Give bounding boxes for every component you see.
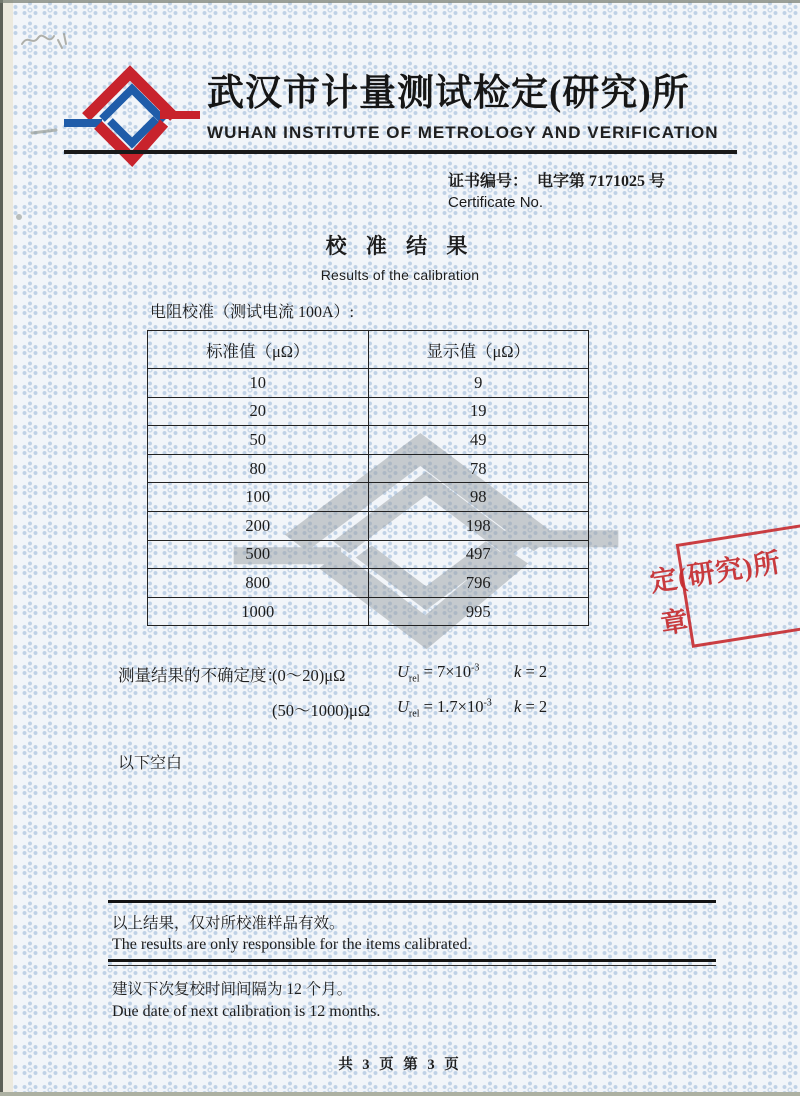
document-title-block bbox=[0, 230, 800, 283]
uncertainty-range-2: (50～1000)μΩ bbox=[272, 701, 371, 720]
document-title-cn: 校 准 结 果 bbox=[325, 234, 475, 258]
table-cell: 20 bbox=[148, 397, 369, 426]
blank-below-note: 以下空白 bbox=[118, 755, 183, 772]
scan-edge-left bbox=[0, 0, 13, 1096]
footer-divider-bottom bbox=[108, 959, 716, 966]
seal-text-line2: 章 bbox=[658, 605, 691, 640]
due-date-statement-en: Due date of next calibration is 12 months. bbox=[112, 1003, 381, 1020]
calibration-table bbox=[147, 330, 589, 626]
section-label: 电阻校准（测试电流 100A）: bbox=[150, 304, 355, 321]
official-seal-stamp bbox=[639, 517, 800, 669]
institute-name-cn: 武汉市计量测试检定(研究)所 bbox=[207, 73, 690, 114]
table-cell: 200 bbox=[148, 511, 369, 540]
table-row bbox=[148, 426, 589, 455]
table-row bbox=[148, 369, 589, 398]
table-row bbox=[148, 511, 589, 540]
column-header-displayed-value: 显示值（μΩ） bbox=[368, 331, 589, 369]
institute-header bbox=[207, 62, 747, 143]
table-row bbox=[148, 569, 589, 598]
validity-statement-en: The results are only responsible for the items calibrated. bbox=[112, 936, 472, 953]
uncertainty-value-2: $U_{rel} = 1.7\times 10^{-3}$ bbox=[397, 697, 492, 720]
document-title-en: Results of the calibration bbox=[320, 267, 480, 283]
handwriting-mark bbox=[30, 126, 60, 138]
validity-statement-cn: 以上结果，仅对所校准样品有效。 bbox=[112, 915, 345, 932]
certificate-number-block bbox=[448, 168, 665, 211]
due-date-statement-cn: 建议下次复校时间间隔为 12 个月。 bbox=[112, 981, 353, 998]
table-row bbox=[148, 454, 589, 483]
institute-name-en: WUHAN INSTITUTE OF METROLOGY AND VERIFICATION bbox=[207, 123, 719, 142]
table-cell: 800 bbox=[148, 569, 369, 598]
handwriting-mark bbox=[12, 210, 26, 224]
scan-edge-bottom bbox=[0, 1092, 800, 1096]
table-header-row bbox=[148, 331, 589, 369]
table-row bbox=[148, 597, 589, 626]
page-number: 共 3 页 第 3 页 bbox=[338, 1057, 462, 1073]
table-cell: 100 bbox=[148, 483, 369, 512]
scan-edge-top bbox=[0, 0, 800, 3]
table-cell: 10 bbox=[148, 369, 369, 398]
certificate-number-label-en: Certificate No. bbox=[448, 194, 544, 211]
certificate-number-label-cn: 证书编号： bbox=[448, 173, 529, 190]
column-header-standard-value: 标准值（μΩ） bbox=[148, 331, 369, 369]
table-row bbox=[148, 483, 589, 512]
table-cell: 497 bbox=[368, 540, 589, 569]
table-cell: 1000 bbox=[148, 597, 369, 626]
table-cell: 98 bbox=[368, 483, 589, 512]
handwriting-mark bbox=[20, 26, 76, 62]
table-cell: 50 bbox=[148, 426, 369, 455]
table-cell: 78 bbox=[368, 454, 589, 483]
uncertainty-k-1: k = 2 bbox=[514, 662, 548, 681]
certificate-number-value: 电字第 7171025 号 bbox=[537, 173, 666, 190]
uncertainty-range-1: (0～20)μΩ bbox=[272, 666, 346, 685]
table-row bbox=[148, 397, 589, 426]
table-cell: 796 bbox=[368, 569, 589, 598]
seal-text-line1: 定(研究)所 bbox=[648, 547, 784, 598]
institute-logo-icon bbox=[62, 61, 202, 173]
table-cell: 9 bbox=[368, 369, 589, 398]
uncertainty-value-1: $U_{rel} = 7\times 10^{-3}$ bbox=[397, 662, 480, 685]
table-cell: 80 bbox=[148, 454, 369, 483]
table-row bbox=[148, 540, 589, 569]
table-cell: 19 bbox=[368, 397, 589, 426]
table-cell: 995 bbox=[368, 597, 589, 626]
table-cell: 49 bbox=[368, 426, 589, 455]
footer-divider-top bbox=[108, 900, 716, 903]
header-divider bbox=[64, 150, 737, 154]
table-cell: 500 bbox=[148, 540, 369, 569]
uncertainty-k-2: k = 2 bbox=[514, 697, 548, 716]
table-cell: 198 bbox=[368, 511, 589, 540]
uncertainty-label: 测量结果的不确定度： bbox=[118, 666, 283, 685]
